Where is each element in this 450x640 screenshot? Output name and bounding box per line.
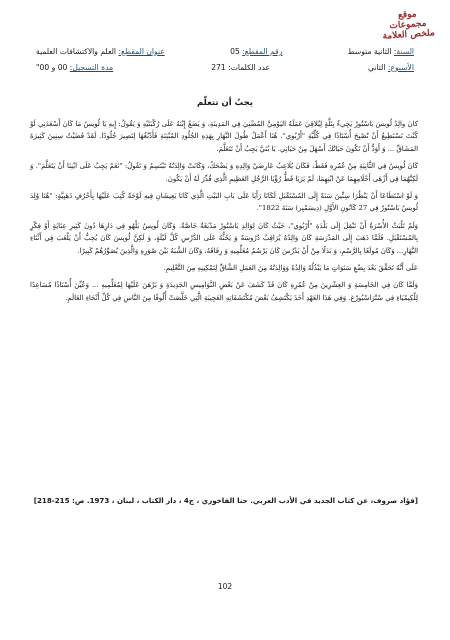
word-count-info (211, 60, 270, 76)
header-row-1 (36, 44, 414, 60)
level-value: الثانية متوسط (347, 47, 392, 56)
unit-value: العلم والاكتشافات العلمية (36, 47, 117, 56)
duration-value: 00 و 00" (36, 63, 68, 72)
level-info (348, 44, 414, 60)
paragraph: كَانَ لُويسُ فِي الثَّانِيَةِ مِنْ عُمُرِهِ فَقَطْ، فَكَانَ يُلَاعِبُ عَارِضَيْ وَالِدِهِ وَ يَضْحَكُ، وَكَانَتْ وَالِدَتُهُ تَبْتَسِمُ وَ تَقُولُ: "نَعَمْ يَجِبُ عَلَى ابْنِنَا أَنْ يَتَعَلَّمَ". وَ لَكِنَّهُمَا فِي أَزْهَى أَحْلَامِهِمَا عَنْ ابْنِهِمَا، لَمْ يَرَيَا قَطُّ رُؤْيَا الرَّجُلِ العَظِيمِ الَّذِي قُدِّرَ لَهُ أَنْ يَكُونَ. (30, 162, 418, 183)
page-number: 102 (217, 582, 233, 591)
text-body (30, 118, 418, 309)
word-count-label: عدد الكلمات: (228, 63, 270, 72)
duration-info (36, 60, 113, 76)
site-logo: موقع مجموعات ملخص العلامة (382, 9, 436, 42)
unit-info (36, 44, 165, 60)
header-row-2 (36, 60, 414, 76)
week-label: الأسبوع: (387, 63, 414, 72)
section-label: رقم المقطع: (242, 47, 283, 56)
text-title: يجبُ أن تتعلّم (197, 98, 253, 108)
duration-label: مدة التسجيل: (69, 63, 114, 72)
paragraph: وَلَمَّا كَانَ فِي الخَامِسَةِ وَ العِشْرِينَ مِنْ عُمُرِهِ كَانَ قَدْ كَشَفَ عَنْ بَعْضِ النَّوَامِيسِ الجَدِيدَةِ وَ بَرْهَنَ عَلَيْهَا لِمُعَلِّمِيهِ ... وَعُيِّنَ أُسْتَاذًا مُسَاعِدًا لِلْكِيمْيَاءِ فِي سْتْرَاسْبُورْغ. وَفِي هَذَا العَهْدِ أَخَذَ يَكْتَشِفُ بَعْضَ مُكْتَشَفَاتِهِ العَجِيبَةِ الَّتِي خَلَّصَتْ أُلُوفًا مِنَ النَّاسِ فِي كُلِّ أَنْحَاءِ العَالَمِ. (30, 281, 418, 302)
section-value: 05 (230, 47, 240, 56)
paragraph: عَلَى أَنَّهُ تَحَقَّقَ بَعْدَ بِضْعِ سَنَوَاتٍ مَا يَبْذُلُهُ وَالِدُهُ وَوَالِدَتُهُ مِنَ العَمَلِ الشَّاقِّ لِتَمْكِينِهِ مِنَ التَّعْلِيمِ. (163, 264, 418, 273)
week-value: الثاني (367, 63, 386, 72)
paragraph: وَلَمْ تَلْبَثْ الأُسْرَةُ أَنْ تَنْقِلَ إِلَى بَلْدَةِ "أَرْبُوي"، حَيْثُ كَانَ لِوَالِدِ بَاسْتُورْ مَدْبَغَةٌ خَاصَّةٌ. وَكَانَ لُويسُ يَلْهُو فِي دَارِهَا دُونَ كَثِيرِ عِنَايَةٍ أَوْ فِكْرٍ بِالمُسْتَقْبَلِ. فَلَمَّا ذَهَبَ إِلَى المَدْرَسَةِ كَانَ وَالِدُهُ يُرَاقِبُ دُرُوسَهُ وَ يَحُثُّهُ عَلَى الدَّرْسِ كُلَّ لَيْلَةٍ، وَ لَكِنَّ لُويسَ كَانَ يُحِبُّ أَنْ يَلْعَبَ فِي أَثْنَاءِ النَّهَارِ... وَكَانَ مُولَعًا بِالرَّسْمِ، وَ بَدَلًا مِنْ أَنْ يَدْرُسَ كَانَ يَرْسُمُ مُعَلِّمِيهِ وَ رِفَاقَهُ، وَكَانَ الشَّبَهُ بَيْنَ صُوَرِهِ وَالَّذِينَ يُصَوِّرُهُمْ كَبِيرًا. (30, 221, 418, 255)
level-label: السنة: (393, 47, 414, 56)
word-count-value: 271 (211, 63, 226, 72)
unit-label: عنوان المقطع: (118, 47, 165, 56)
lesson-header (36, 44, 414, 76)
paragraph: وَ لَوْ اسْتَطَاعَا أَنْ يَنْظُرَا سِتِّينَ سَنَةً إِلَى المُسْتَقْبَلِ لَكَانَا رَأَيَا عَلَى بَابِ البَيْتِ الَّذِي كَانَا يَعِيشَانِ فِيهِ لَوْحَةً كُتِبَ عَلَيْهَا بِأَحْرُفٍ ذَهَبِيَّةٍ: "هُنَا وُلِدَ لُويسُ بَاسْتُورْ فِي 27 كَانُونِ الأَوَّلِ (دِيسَمْبِر) سَنَةَ 1822". (30, 192, 418, 213)
source-reference: [فؤاد صروف، عن كتاب الجديد في الأدب العربي. حنا الفاخوري ، ج4 ، دار الكتاب ، لبنان ، 1973. ص: 215-218] (33, 496, 418, 505)
section-info (230, 44, 282, 60)
week-info (368, 60, 414, 76)
paragraph: كانَ والِدُ لُويسَ بَاسْتُورْ يَجِيءُ بِتَلَّةٍ لِيُلاقِيَ عَمَلَهُ اليَوْمِيَّ المُضْنِيَ فِي المَدِينَةِ، وَ يَضَعُ إِبْنَهُ عَلَى رُكْبَتَيْهِ وَ يَقُولُ: إِيهِ يَا لُويسُ مَا كَانَ أَسْعَدَنِي لَوْ كُنْتَ تَسْتَطِيعُ أَنْ تُصْبِحَ أُسْتَاذًا فِي كُلِّيَّةِ "أَرْبُوي". هُنَا أَعْمَلُ طُولَ النَّهَارِ بِهَذِهِ الجُلُودِ المُنْتِنَةِ فَأَدْبُغُهَا لِتَصِيرَ جُلُودًا. لَقَدْ قَضَيْتُ سِنِينَ كَثِيرَةَ المَشَاقِّ ... وَ أَوَدُّ أَنْ تَكُونَ حَيَاتُكَ أَسْهَلَ مِنْ حَيَاتِي. يَا بُنَيَّ يَجِبُ أَنْ تَتَعَلَّمَ. (30, 120, 418, 153)
